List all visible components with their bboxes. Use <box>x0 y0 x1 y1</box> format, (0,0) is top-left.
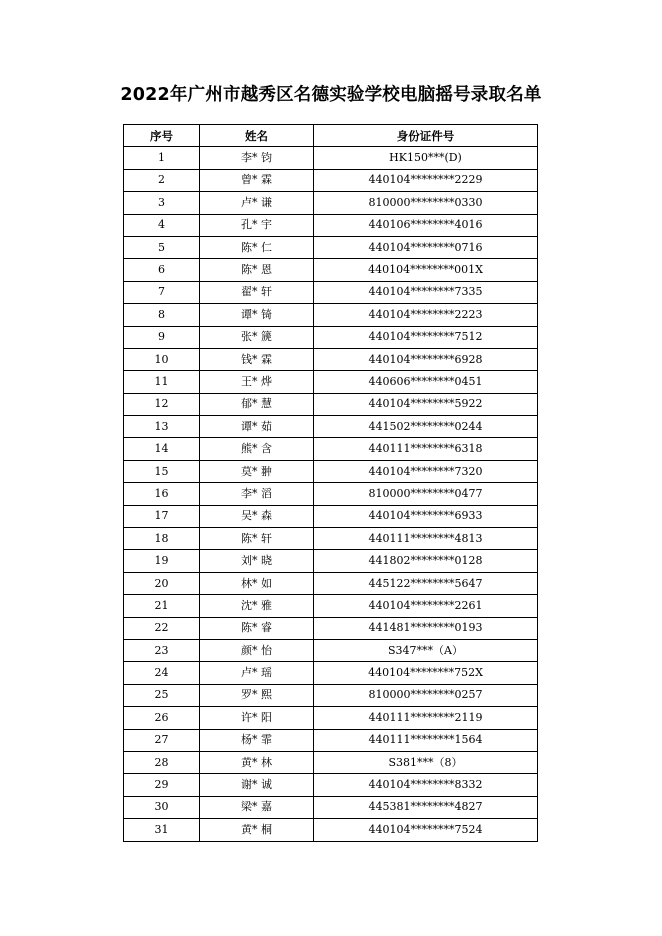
table-row <box>124 304 538 326</box>
table-row <box>124 460 538 482</box>
table-row <box>124 147 538 169</box>
row-name-cell: 吴* 森 <box>200 505 314 527</box>
row-name-cell: 李* 钧 <box>200 147 314 169</box>
row-seq-cell: 10 <box>124 348 200 370</box>
table-row <box>124 438 538 460</box>
row-id-number-cell: 440104********6933 <box>314 505 538 527</box>
row-name-cell: 陈* 仁 <box>200 236 314 258</box>
row-seq-cell: 22 <box>124 617 200 639</box>
row-name-cell: 杨* 霏 <box>200 729 314 751</box>
row-seq-cell: 4 <box>124 214 200 236</box>
row-name-cell: 黄* 桐 <box>200 819 314 841</box>
table-row <box>124 192 538 214</box>
row-id-number-cell: 445122********5647 <box>314 572 538 594</box>
row-id-number-cell: 440104********2223 <box>314 304 538 326</box>
row-id-number-cell: 440104********7524 <box>314 819 538 841</box>
row-seq-cell: 20 <box>124 572 200 594</box>
table-row <box>124 595 538 617</box>
row-name-cell: 郁* 慧 <box>200 393 314 415</box>
row-seq-cell: 2 <box>124 169 200 191</box>
row-id-number-cell: 445381********4827 <box>314 796 538 818</box>
row-id-number-cell: 440104********2229 <box>314 169 538 191</box>
table-row <box>124 169 538 191</box>
row-seq-cell: 8 <box>124 304 200 326</box>
row-name-cell: 熊* 含 <box>200 438 314 460</box>
table-row <box>124 684 538 706</box>
row-name-cell: 李* 滔 <box>200 483 314 505</box>
table-header-row <box>124 125 538 147</box>
row-id-number-cell: 441481********0193 <box>314 617 538 639</box>
row-seq-cell: 7 <box>124 281 200 303</box>
row-name-cell: 谭* 锜 <box>200 304 314 326</box>
table-row <box>124 281 538 303</box>
row-seq-cell: 1 <box>124 147 200 169</box>
row-name-cell: 谭* 茹 <box>200 416 314 438</box>
table-row <box>124 393 538 415</box>
row-id-number-cell: 810000********0330 <box>314 192 538 214</box>
row-name-cell: 孔* 宇 <box>200 214 314 236</box>
row-seq-cell: 11 <box>124 371 200 393</box>
row-seq-cell: 14 <box>124 438 200 460</box>
table-row <box>124 505 538 527</box>
row-name-cell: 卢* 瑶 <box>200 662 314 684</box>
table-row <box>124 371 538 393</box>
row-id-number-cell: 440104********001X <box>314 259 538 281</box>
row-id-number-cell: 440106********4016 <box>314 214 538 236</box>
row-id-number-cell: 440104********0716 <box>314 236 538 258</box>
row-name-cell: 陈* 恩 <box>200 259 314 281</box>
row-name-cell: 翟* 轩 <box>200 281 314 303</box>
row-name-cell: 陈* 轩 <box>200 528 314 550</box>
row-id-number-cell: 441502********0244 <box>314 416 538 438</box>
row-id-number-cell: 440104********7320 <box>314 460 538 482</box>
row-seq-cell: 27 <box>124 729 200 751</box>
row-id-number-cell: 440104********8332 <box>314 774 538 796</box>
row-id-number-cell: S381***（8） <box>314 751 538 773</box>
row-seq-cell: 13 <box>124 416 200 438</box>
row-id-number-cell: 440104********7335 <box>314 281 538 303</box>
table-body <box>124 147 538 841</box>
row-id-number-cell: 440111********4813 <box>314 528 538 550</box>
row-name-cell: 谢* 诚 <box>200 774 314 796</box>
row-seq-cell: 31 <box>124 819 200 841</box>
row-id-number-cell: 440104********5922 <box>314 393 538 415</box>
table-row <box>124 774 538 796</box>
row-name-cell: 梁* 嘉 <box>200 796 314 818</box>
table-row <box>124 819 538 841</box>
table-row <box>124 259 538 281</box>
row-seq-cell: 5 <box>124 236 200 258</box>
table-row <box>124 528 538 550</box>
table-row <box>124 639 538 661</box>
row-seq-cell: 28 <box>124 751 200 773</box>
row-name-cell: 曾* 霖 <box>200 169 314 191</box>
column-header-name: 姓名 <box>200 125 314 147</box>
table-row <box>124 662 538 684</box>
table-row <box>124 796 538 818</box>
row-seq-cell: 15 <box>124 460 200 482</box>
row-id-number-cell: 440111********1564 <box>314 729 538 751</box>
row-seq-cell: 30 <box>124 796 200 818</box>
row-id-number-cell: S347***（A） <box>314 639 538 661</box>
table-row <box>124 707 538 729</box>
row-id-number-cell: HK150***(D) <box>314 147 538 169</box>
table-row <box>124 572 538 594</box>
row-seq-cell: 6 <box>124 259 200 281</box>
row-id-number-cell: 440606********0451 <box>314 371 538 393</box>
row-name-cell: 罗* 熙 <box>200 684 314 706</box>
table-row <box>124 236 538 258</box>
table-row <box>124 729 538 751</box>
row-name-cell: 钱* 霖 <box>200 348 314 370</box>
row-name-cell: 王* 烨 <box>200 371 314 393</box>
page-title: 2022年广州市越秀区名德实验学校电脑摇号录取名单 <box>120 85 542 105</box>
row-seq-cell: 17 <box>124 505 200 527</box>
table-row <box>124 617 538 639</box>
row-seq-cell: 12 <box>124 393 200 415</box>
table-row <box>124 214 538 236</box>
row-seq-cell: 25 <box>124 684 200 706</box>
table-row <box>124 416 538 438</box>
row-id-number-cell: 810000********0477 <box>314 483 538 505</box>
table-row <box>124 550 538 572</box>
column-header-seq: 序号 <box>124 125 200 147</box>
row-name-cell: 张* 篪 <box>200 326 314 348</box>
row-seq-cell: 26 <box>124 707 200 729</box>
row-id-number-cell: 440111********2119 <box>314 707 538 729</box>
row-id-number-cell: 440104********6928 <box>314 348 538 370</box>
row-seq-cell: 9 <box>124 326 200 348</box>
row-name-cell: 卢* 谦 <box>200 192 314 214</box>
row-seq-cell: 3 <box>124 192 200 214</box>
row-seq-cell: 19 <box>124 550 200 572</box>
row-id-number-cell: 440104********752X <box>314 662 538 684</box>
row-name-cell: 林* 如 <box>200 572 314 594</box>
admission-table <box>123 124 538 842</box>
row-id-number-cell: 441802********0128 <box>314 550 538 572</box>
table-row <box>124 483 538 505</box>
row-name-cell: 黄* 林 <box>200 751 314 773</box>
row-seq-cell: 21 <box>124 595 200 617</box>
row-id-number-cell: 440104********7512 <box>314 326 538 348</box>
row-seq-cell: 24 <box>124 662 200 684</box>
row-name-cell: 颜* 怡 <box>200 639 314 661</box>
row-id-number-cell: 440111********6318 <box>314 438 538 460</box>
table-row <box>124 348 538 370</box>
row-seq-cell: 16 <box>124 483 200 505</box>
row-seq-cell: 29 <box>124 774 200 796</box>
row-seq-cell: 18 <box>124 528 200 550</box>
row-name-cell: 陈* 睿 <box>200 617 314 639</box>
table-row <box>124 326 538 348</box>
column-header-id: 身份证件号 <box>314 125 538 147</box>
row-id-number-cell: 810000********0257 <box>314 684 538 706</box>
row-name-cell: 刘* 晓 <box>200 550 314 572</box>
table-row <box>124 751 538 773</box>
row-name-cell: 莫* 翀 <box>200 460 314 482</box>
row-name-cell: 沈* 雅 <box>200 595 314 617</box>
row-id-number-cell: 440104********2261 <box>314 595 538 617</box>
row-seq-cell: 23 <box>124 639 200 661</box>
row-name-cell: 许* 阳 <box>200 707 314 729</box>
